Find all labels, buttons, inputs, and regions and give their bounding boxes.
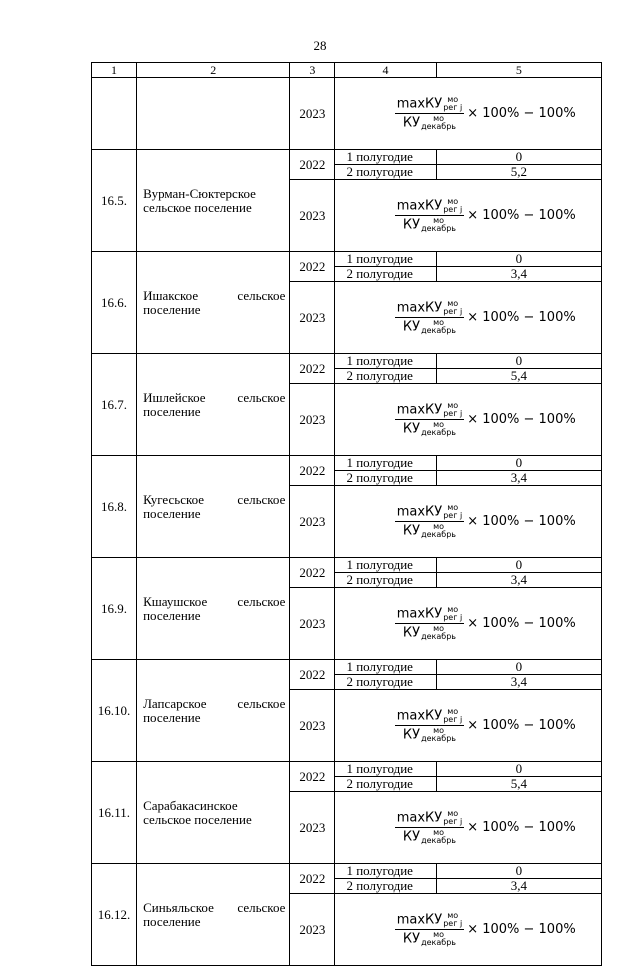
year-cell: 2023 [290,384,335,456]
formula-numerator-base: maxКУ [396,606,443,622]
formula-cell [335,282,602,354]
settlement-name: Вурман-Сюктерское сельское поселение [137,150,290,252]
formula-numerator-base: maxКУ [396,810,443,826]
table-row [92,78,602,150]
section-number: 16.11. [92,762,137,864]
row-name-cell [137,78,290,150]
formula-cell [335,588,602,660]
year-cell: 2023 [290,180,335,252]
half-year-value: 0 [436,660,601,675]
half-year-label: 2 полугодие [335,777,436,792]
formula-denominator-sub: декабрь [421,632,456,641]
section-number: 16.7. [92,354,137,456]
section-number: 16.10. [92,660,137,762]
year-cell: 2023 [290,282,335,354]
half-year-value: 3,4 [436,267,601,282]
formula-denominator-sub: декабрь [421,224,456,233]
formula-cell [335,792,602,864]
formula-denominator-sup: мо [433,318,444,327]
formula-numerator-sup: мо [447,605,459,614]
formula-denominator-base: КУ [402,931,421,947]
formula-numerator-sup: мо [447,197,459,206]
table-row [92,558,602,573]
year-cell: 2022 [290,558,335,588]
formula-denominator-sup: мо [433,216,444,225]
tariff-table [91,62,602,966]
year-cell: 2022 [290,252,335,282]
formula-denominator-sub: декабрь [421,530,456,539]
formula-denominator-sup: мо [433,624,444,633]
year-cell: 2022 [290,150,335,180]
column-header-2: 2 [137,63,290,78]
half-year-label: 2 полугодие [335,369,436,384]
formula-numerator-sub: рег j [443,205,463,214]
formula-denominator-sup: мо [433,828,444,837]
formula-cell [335,180,602,252]
half-year-value: 5,4 [436,777,601,792]
half-year-label: 1 полугодие [335,660,436,675]
formula-tail: × 100% − 100% [467,309,576,325]
formula-denominator-sub: декабрь [421,428,456,437]
formula-numerator-base: maxКУ [396,402,443,418]
year-cell: 2023 [290,690,335,762]
table-row [92,864,602,879]
formula-denominator-base: КУ [402,523,421,539]
formula-tail: × 100% − 100% [467,717,576,733]
table-row [92,660,602,675]
formula [361,810,576,845]
formula [361,504,576,539]
section-number: 16.5. [92,150,137,252]
formula [361,300,576,335]
half-year-value: 0 [436,558,601,573]
formula-numerator-sup: мо [447,707,459,716]
formula [361,402,576,437]
half-year-label: 1 полугодие [335,252,436,267]
settlement-name: Ишлейское сельское поселение [137,354,290,456]
year-cell: 2023 [290,486,335,558]
table-header-row [92,63,602,78]
half-year-value: 0 [436,762,601,777]
column-header-4: 4 [335,63,436,78]
formula-numerator-sup: мо [447,95,459,104]
half-year-value: 3,4 [436,471,601,486]
settlement-name: Кшаушское сельское поселение [137,558,290,660]
half-year-value: 3,4 [436,675,601,690]
formula-denominator-sub: декабрь [421,122,456,131]
table-row [92,762,602,777]
year-cell: 2022 [290,660,335,690]
formula-denominator-base: КУ [402,319,421,335]
settlement-name: Кугесьское сельское поселение [137,456,290,558]
formula-numerator-base: maxКУ [396,198,443,214]
formula-denominator-base: КУ [402,625,421,641]
year-cell: 2022 [290,762,335,792]
formula-numerator-sub: рег j [443,409,463,418]
section-number: 16.6. [92,252,137,354]
table-row [92,456,602,471]
settlement-name: Сарабакасинское сельское поселение [137,762,290,864]
formula-numerator-base: maxКУ [396,708,443,724]
year-cell: 2022 [290,456,335,486]
formula [361,912,576,947]
formula-numerator-base: maxКУ [396,504,443,520]
half-year-label: 2 полугодие [335,573,436,588]
formula-denominator-base: КУ [402,217,421,233]
year-cell: 2022 [290,354,335,384]
formula-numerator-sup: мо [447,911,459,920]
half-year-label: 1 полугодие [335,456,436,471]
formula-denominator-sup: мо [433,930,444,939]
year-cell: 2023 [290,894,335,966]
formula-numerator-sup: мо [447,299,459,308]
formula-tail: × 100% − 100% [467,921,576,937]
formula [361,96,576,131]
formula-numerator-sub: рег j [443,511,463,520]
formula-numerator-sup: мо [447,401,459,410]
formula-numerator-sup: мо [447,809,459,818]
half-year-value: 0 [436,456,601,471]
half-year-value: 5,4 [436,369,601,384]
table-row [92,354,602,369]
year-cell: 2022 [290,864,335,894]
section-number: 16.8. [92,456,137,558]
half-year-label: 2 полугодие [335,675,436,690]
formula-tail: × 100% − 100% [467,411,576,427]
formula-numerator-sub: рег j [443,307,463,316]
half-year-value: 0 [436,864,601,879]
formula-cell [335,894,602,966]
formula-cell [335,78,602,150]
formula-tail: × 100% − 100% [467,819,576,835]
formula-denominator-base: КУ [402,421,421,437]
formula-numerator-sub: рег j [443,817,463,826]
table-row [92,150,602,165]
section-number: 16.9. [92,558,137,660]
formula [361,708,576,743]
table-row [92,252,602,267]
half-year-label: 1 полугодие [335,558,436,573]
half-year-label: 2 полугодие [335,471,436,486]
formula [361,198,576,233]
formula-tail: × 100% − 100% [467,105,576,121]
half-year-value: 0 [436,150,601,165]
formula-numerator-sup: мо [447,503,459,512]
half-year-value: 3,4 [436,879,601,894]
formula-numerator-base: maxКУ [396,96,443,112]
column-header-3: 3 [290,63,335,78]
formula-tail: × 100% − 100% [467,513,576,529]
formula-denominator-sup: мо [433,114,444,123]
formula-denominator-sub: декабрь [421,836,456,845]
half-year-value: 0 [436,252,601,267]
half-year-label: 1 полугодие [335,864,436,879]
half-year-label: 2 полугодие [335,879,436,894]
year-cell: 2023 [290,78,335,150]
half-year-value: 3,4 [436,573,601,588]
formula [361,606,576,641]
formula-denominator-base: КУ [402,115,421,131]
formula-denominator-sup: мо [433,420,444,429]
page-number: 28 [313,38,327,53]
formula-denominator-sub: декабрь [421,734,456,743]
column-header-5: 5 [436,63,601,78]
formula-denominator-base: КУ [402,829,421,845]
formula-cell [335,690,602,762]
section-number: 16.12. [92,864,137,966]
formula-cell [335,486,602,558]
half-year-label: 1 полугодие [335,354,436,369]
half-year-label: 2 полугодие [335,267,436,282]
formula-tail: × 100% − 100% [467,615,576,631]
formula-denominator-sup: мо [433,726,444,735]
formula-denominator-base: КУ [402,727,421,743]
settlement-name: Синьяльское сельское поселение [137,864,290,966]
half-year-value: 0 [436,354,601,369]
formula-tail: × 100% − 100% [467,207,576,223]
half-year-value: 5,2 [436,165,601,180]
settlement-name: Лапсарское сельское поселение [137,660,290,762]
formula-cell [335,384,602,456]
half-year-label: 1 полугодие [335,762,436,777]
settlement-name: Ишакское сельское поселение [137,252,290,354]
half-year-label: 1 полугодие [335,150,436,165]
formula-numerator-sub: рег j [443,103,463,112]
formula-numerator-base: maxКУ [396,300,443,316]
year-cell: 2023 [290,792,335,864]
formula-numerator-sub: рег j [443,715,463,724]
formula-numerator-sub: рег j [443,613,463,622]
formula-numerator-base: maxКУ [396,912,443,928]
formula-denominator-sub: декабрь [421,326,456,335]
column-header-1: 1 [92,63,137,78]
year-cell: 2023 [290,588,335,660]
row-number-cell [92,78,137,150]
formula-denominator-sub: декабрь [421,938,456,947]
formula-numerator-sub: рег j [443,919,463,928]
half-year-label: 2 полугодие [335,165,436,180]
formula-denominator-sup: мо [433,522,444,531]
